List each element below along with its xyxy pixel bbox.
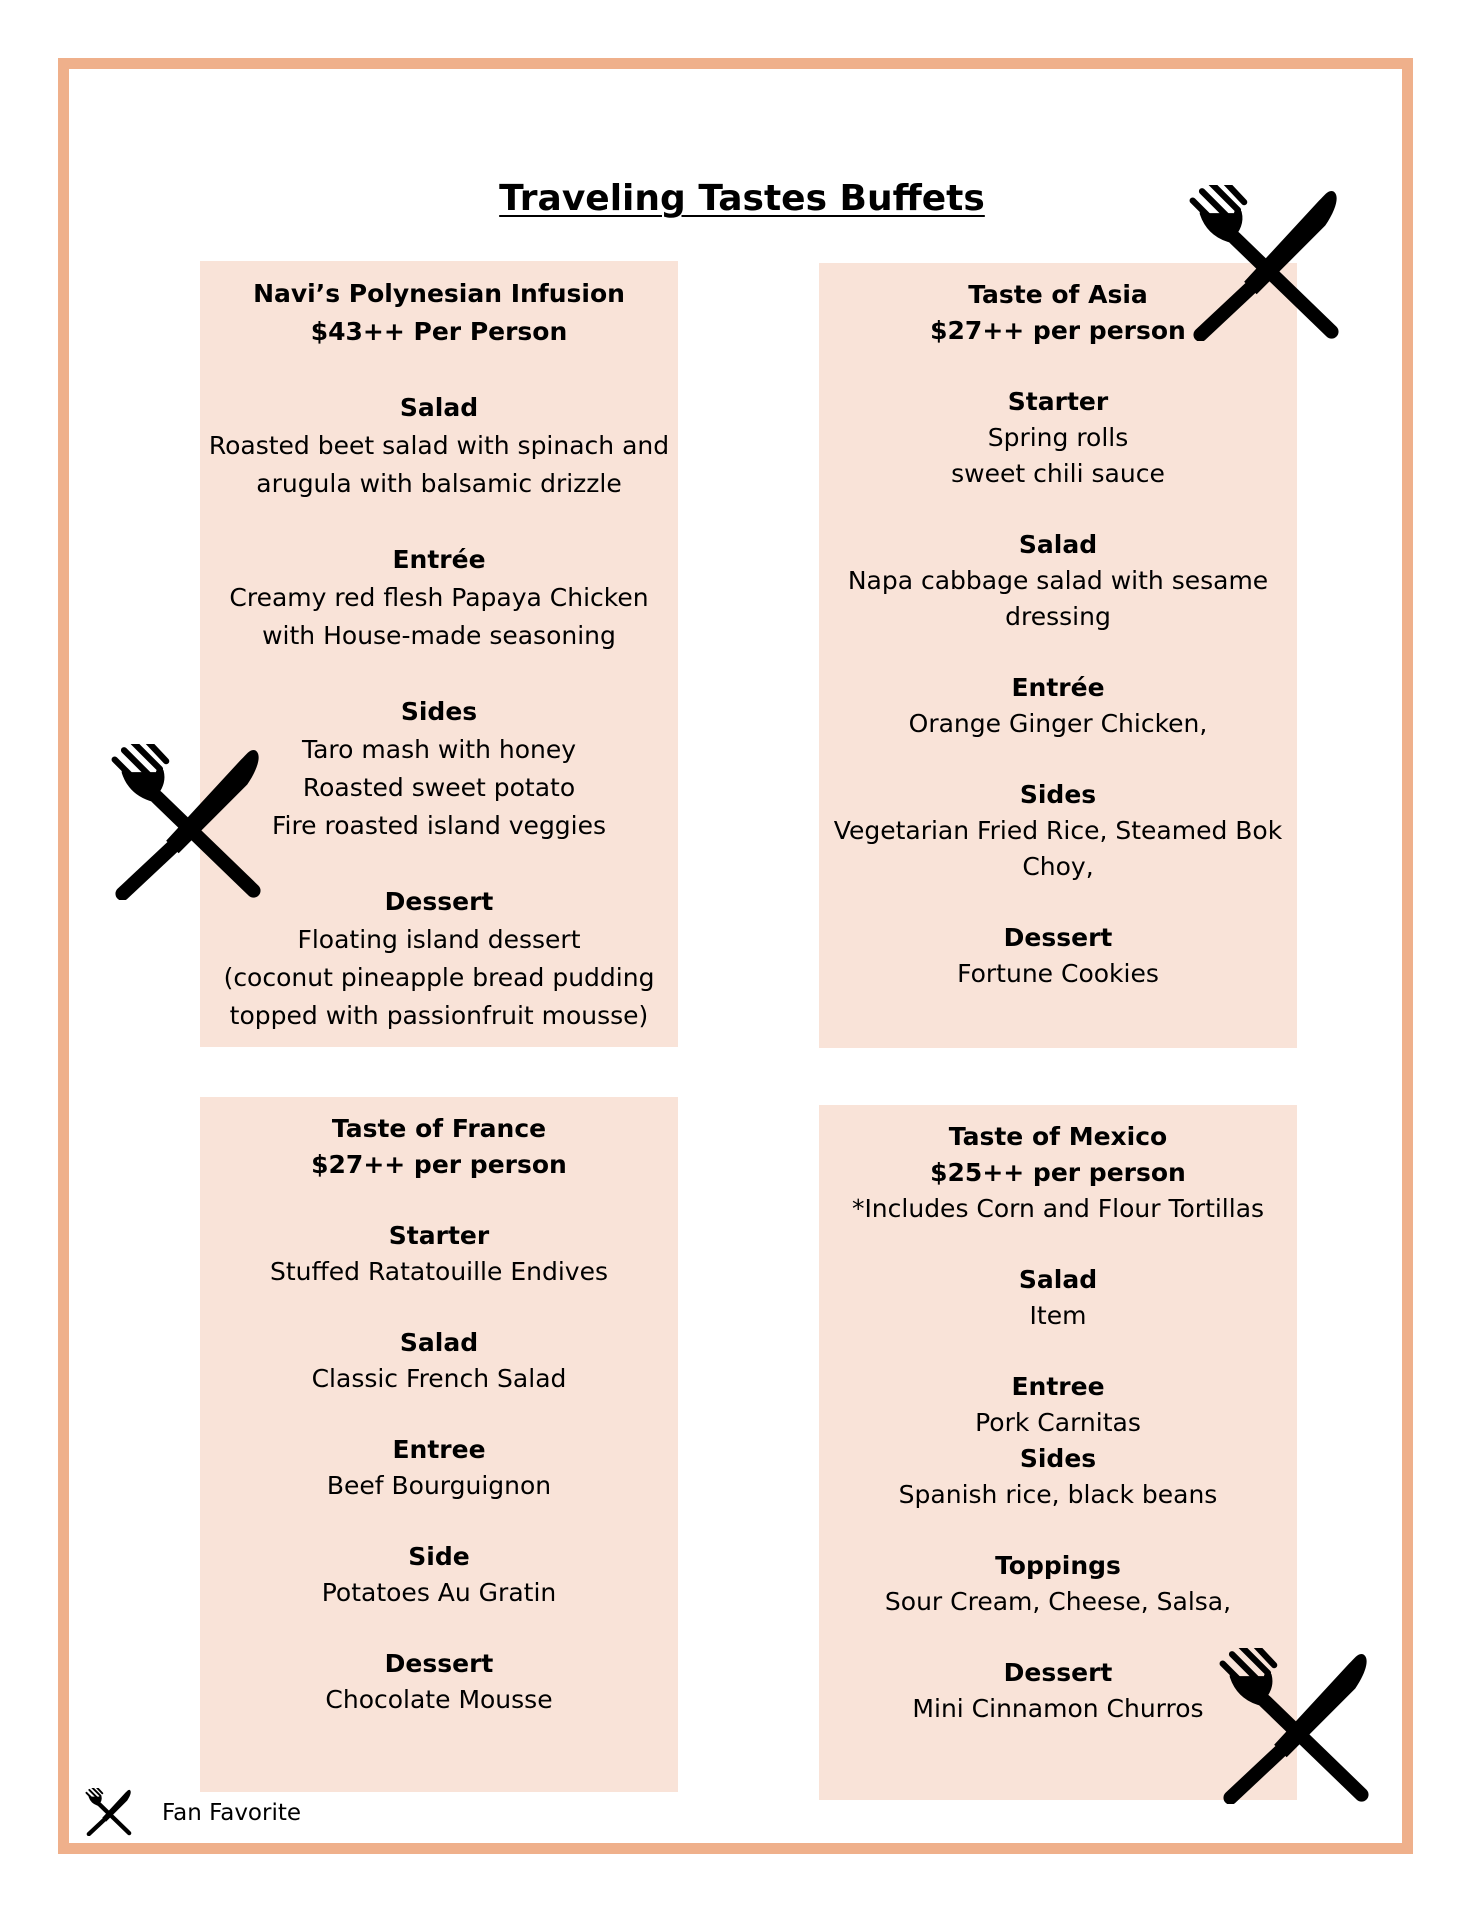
- menu-section: [200, 1432, 678, 1504]
- fork-knife-icon: [1188, 185, 1344, 341]
- section-heading: Salad: [1018, 1265, 1098, 1294]
- menu-section: [819, 1262, 1297, 1334]
- menu-name: Navi’s Polynesian Infusion: [253, 279, 625, 308]
- menu-section: [200, 1539, 678, 1611]
- fork-knife-icon: [85, 1788, 133, 1836]
- section-heading: Dessert: [384, 1649, 494, 1678]
- menu-item: Mini Cinnamon Churros: [912, 1694, 1204, 1723]
- menu-section: [819, 527, 1297, 635]
- section-heading: Dessert: [1003, 923, 1113, 952]
- menu-item: Choy,: [1022, 852, 1094, 881]
- menu-item: Stuffed Ratatouille Endives: [270, 1257, 608, 1286]
- menu-section: [200, 1218, 678, 1290]
- menu-item: Orange Ginger Chicken,: [908, 709, 1208, 738]
- menu-name: Taste of France: [331, 1114, 547, 1143]
- menu-item: Classic French Salad: [311, 1364, 567, 1393]
- menu-name: Taste of Asia: [968, 280, 1148, 309]
- menu-card-asia: [819, 263, 1297, 1048]
- menu-item: Napa cabbage salad with sesame: [847, 566, 1269, 595]
- menu-item: Roasted beet salad with spinach and: [208, 431, 670, 460]
- menu-section: [200, 1646, 678, 1718]
- menu-item: Fortune Cookies: [957, 959, 1159, 988]
- menu-item: Floating island dessert: [297, 925, 581, 954]
- section-heading: Sides: [400, 697, 478, 726]
- menu-card-polynesian: [200, 261, 678, 1047]
- menu-section: [819, 384, 1297, 492]
- menu-item: Item: [1029, 1301, 1087, 1330]
- legend-label: Fan Favorite: [162, 1800, 302, 1826]
- menu-item: with House-made seasoning: [262, 621, 616, 650]
- menu-item: Taro mash with honey: [301, 735, 577, 764]
- menu-section: [200, 883, 678, 1035]
- section-heading: Salad: [399, 393, 479, 422]
- menu-section: [819, 920, 1297, 992]
- menu-name: Taste of Mexico: [948, 1122, 1168, 1151]
- menu-item: Spanish rice, black beans: [898, 1480, 1218, 1509]
- section-heading: Dessert: [384, 887, 494, 916]
- menu-item: dressing: [1005, 602, 1111, 631]
- section-heading: Toppings: [995, 1551, 1121, 1580]
- section-heading: Salad: [399, 1328, 479, 1357]
- menu-section: [819, 1548, 1297, 1620]
- menu-item: (coconut pineapple bread pudding: [223, 963, 655, 992]
- section-heading: Entree: [1011, 1372, 1105, 1401]
- menu-item: sweet chili sauce: [951, 459, 1165, 488]
- menu-section: [200, 1325, 678, 1397]
- menu-note: *Includes Corn and Flour Tortillas: [851, 1194, 1265, 1223]
- menu-section: [200, 693, 678, 845]
- menu-item: arugula with balsamic drizzle: [256, 469, 622, 498]
- menu-item: Chocolate Mousse: [325, 1685, 553, 1714]
- section-heading: Side: [408, 1542, 470, 1571]
- section-heading: Sides: [1019, 780, 1097, 809]
- menu-item: Creamy red flesh Papaya Chicken: [229, 583, 649, 612]
- menu-section: [819, 1441, 1297, 1513]
- menu-section: [819, 670, 1297, 742]
- menu-section: [819, 1369, 1297, 1441]
- section-heading: Entrée: [392, 545, 486, 574]
- menu-item: Roasted sweet potato: [302, 773, 576, 802]
- section-heading: Salad: [1018, 530, 1098, 559]
- section-heading: Starter: [388, 1221, 490, 1250]
- section-heading: Starter: [1007, 387, 1109, 416]
- fork-knife-icon: [110, 744, 266, 900]
- menu-price: $25++ per person: [930, 1158, 1186, 1187]
- menu-item: Sour Cream, Cheese, Salsa,: [884, 1587, 1232, 1616]
- menu-item: Beef Bourguignon: [326, 1471, 552, 1500]
- menu-section: [200, 389, 678, 503]
- menu-item: Potatoes Au Gratin: [321, 1578, 557, 1607]
- menu-item: Spring rolls: [987, 423, 1129, 452]
- menu-item: topped with passionfruit mousse): [229, 1001, 649, 1030]
- section-heading: Entree: [392, 1435, 486, 1464]
- menu-section: [819, 777, 1297, 885]
- menu-price: $43++ Per Person: [310, 317, 568, 346]
- menu-price: $27++ per person: [311, 1150, 567, 1179]
- menu-card-france: [200, 1097, 678, 1792]
- fork-knife-icon: [1218, 1648, 1374, 1804]
- menu-price: $27++ per person: [930, 316, 1186, 345]
- menu-item: Fire roasted island veggies: [271, 811, 607, 840]
- menu-section: [200, 541, 678, 655]
- menu-item: Pork Carnitas: [975, 1408, 1141, 1437]
- section-heading: Entrée: [1011, 673, 1105, 702]
- section-heading: Dessert: [1003, 1658, 1113, 1687]
- section-heading: Sides: [1019, 1444, 1097, 1473]
- menu-item: Vegetarian Fried Rice, Steamed Bok: [833, 816, 1283, 845]
- page-title: Traveling Tastes Buffets: [499, 178, 985, 219]
